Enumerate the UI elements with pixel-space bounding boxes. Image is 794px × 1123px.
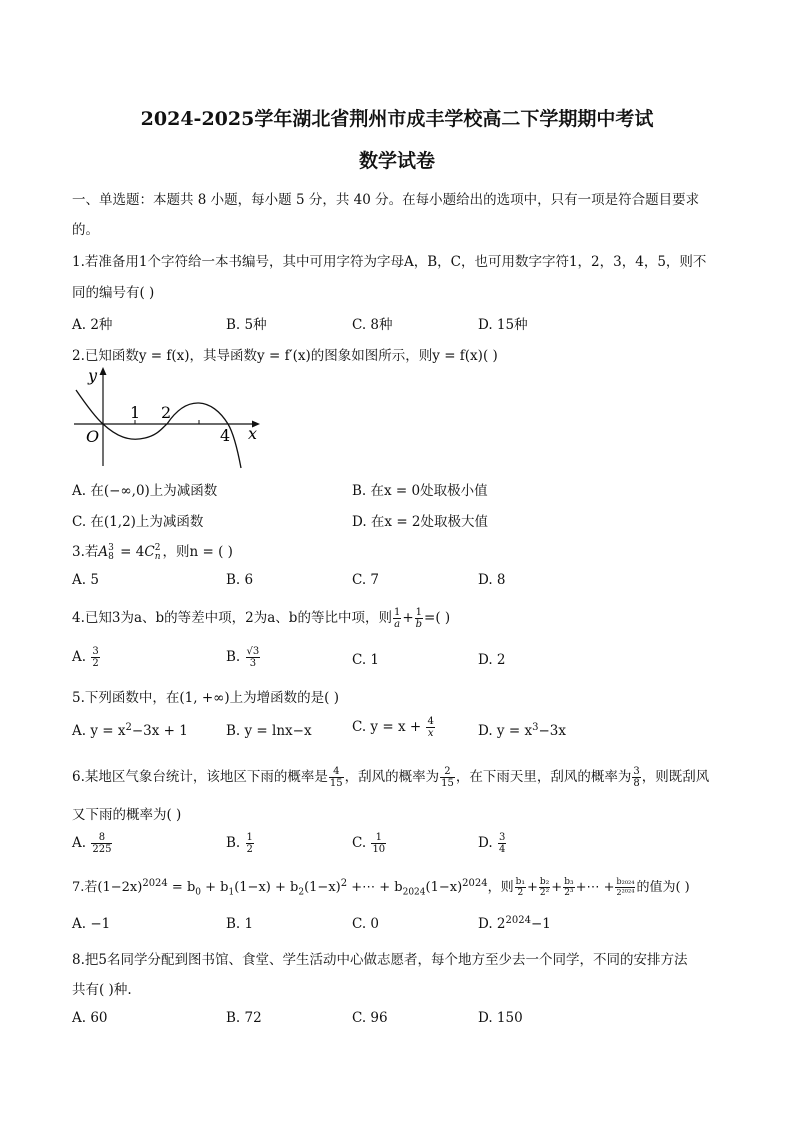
q5-stem: 5.下列函数中，在(1, +∞)上为增函数的是( ) <box>72 690 339 706</box>
derivative-graph <box>72 362 262 470</box>
q4-option-a: A. $\frac{3}{2}$ <box>72 646 99 669</box>
q1-stem-line2: 同的编号有( ) <box>72 285 155 301</box>
q6-stem-line2: 又下雨的概率为( ) <box>72 807 182 823</box>
q1-option-d: D. 15种 <box>478 317 528 333</box>
y-axis-arrow <box>100 367 107 375</box>
q1-stem-line1: 1.若准备用1个字符给一本书编号，其中可用字符为字母A，B，C，也可用数字字符1，2，3，4，5，则不 <box>72 254 707 270</box>
x-axis-label: x <box>248 424 258 443</box>
q2-stem: 2.已知函数y = f(x)，其导函数y = f′(x)的图象如图所示，则y = f(x)( ) <box>72 348 498 364</box>
q6-option-c: C. $\frac{1}{10}$ <box>352 832 386 855</box>
q3-stem: 3.若A 3 8 = 4C 2 n ，则n = ( ) <box>72 542 233 562</box>
q4-option-c: C. 1 <box>352 652 380 668</box>
q1-option-c: C. 8种 <box>352 317 393 333</box>
origin-label: O <box>86 427 100 446</box>
exam-title: 2024-2025学年湖北省荆州市成丰学校高二下学期期中考试 <box>140 108 654 130</box>
q5-option-c: C. y = x + $\frac{4}{x}$ <box>352 716 434 739</box>
q1-option-a: A. 2种 <box>72 317 113 333</box>
q4-option-b: B. $\frac{√3}{3}$ <box>226 646 260 669</box>
q7-option-b: B. 1 <box>226 916 254 932</box>
exam-subtitle: 数学试卷 <box>358 150 435 172</box>
q1-option-b: B. 5种 <box>226 317 267 333</box>
q3-option-a: A. 5 <box>72 572 99 588</box>
tick-label-1: 1 <box>130 403 141 422</box>
q7-option-c: C. 0 <box>352 916 380 932</box>
q3-option-b: B. 6 <box>226 572 254 588</box>
q3-option-d: D. 8 <box>478 572 506 588</box>
section-heading-line1: 一、单选题：本题共 8 小题，每小题 5 分，共 40 分。在每小题给出的选项中，只有一项是符合题目要求 <box>72 192 700 208</box>
q5-option-a: A. $y = x^2-3x + 1$ <box>72 722 188 739</box>
q7-option-d: D. $2^{2024}-1$ <box>478 915 551 932</box>
q2-option-b: B. 在x = 0处取极小值 <box>352 483 488 499</box>
q6-stem-line1: 6.某地区气象台统计，该地区下雨的概率是 $\frac{4}{15}$ ，刮风的概率为 $\frac{2}{15}$ ，在下雨天里，刮风的概率为 $\frac{3}{8}$ ，则既刮风 <box>72 766 710 789</box>
q6-option-a: A. $\frac{8}{225}$ <box>72 832 112 855</box>
q4-option-d: D. 2 <box>478 652 506 668</box>
q6-option-d: D. $\frac{3}{4}$ <box>478 832 506 855</box>
q8-stem-line2: 共有( )种. <box>72 982 132 998</box>
q7-stem: 7.若$(1-2x)^{2024} = b_0 + b_1(1-x) + b_2(1-x)^2$ +⋯ + $b_{2024}(1-x)^{2024}$，则 $\frac{\text{b₁}}{2}$ + $\frac{\text{b₂}}{\text{2²}}$ + $\frac{\text{b₃}}{\text{2³}}$ +⋯ + $\frac{\text{b₂₀₂₄}}{\text{2²⁰²⁴}}$ 的值为( ) <box>72 877 690 898</box>
q4-stem: 4.已知3为a、b的等差中项，2为a、b的等比中项，则 $\frac{1}{a}$ + $\frac{1}{b}$ =( ) <box>72 607 451 630</box>
q3-option-c: C. 7 <box>352 572 380 588</box>
q8-option-c: C. 96 <box>352 1010 388 1026</box>
q8-option-a: A. 60 <box>72 1010 108 1026</box>
q7-option-a: A. −1 <box>72 916 111 932</box>
derivative-curve <box>76 390 241 468</box>
q5-option-b: B. y = lnx−x <box>226 723 312 739</box>
q2-option-c: C. 在(1,2)上为减函数 <box>72 514 204 530</box>
y-axis-label: y <box>88 366 98 385</box>
q2-option-a: A. 在(−∞,0)上为减函数 <box>72 483 218 499</box>
q8-stem-line1: 8.把5名同学分配到图书馆、食堂、学生活动中心做志愿者，每个地方至少去一个同学，不同的安排方法 <box>72 952 688 968</box>
section-heading-line2: 的。 <box>72 222 99 238</box>
q8-option-b: B. 72 <box>226 1010 262 1026</box>
q2-option-d: D. 在x = 2处取极大值 <box>352 514 489 530</box>
tick-label-2: 2 <box>161 403 172 422</box>
q8-option-d: D. 150 <box>478 1010 523 1026</box>
tick-label-4: 4 <box>220 426 231 445</box>
q5-option-d: D. $y = x^3-3x$ <box>478 722 566 739</box>
q6-option-b: B. $\frac{1}{2}$ <box>226 832 253 855</box>
